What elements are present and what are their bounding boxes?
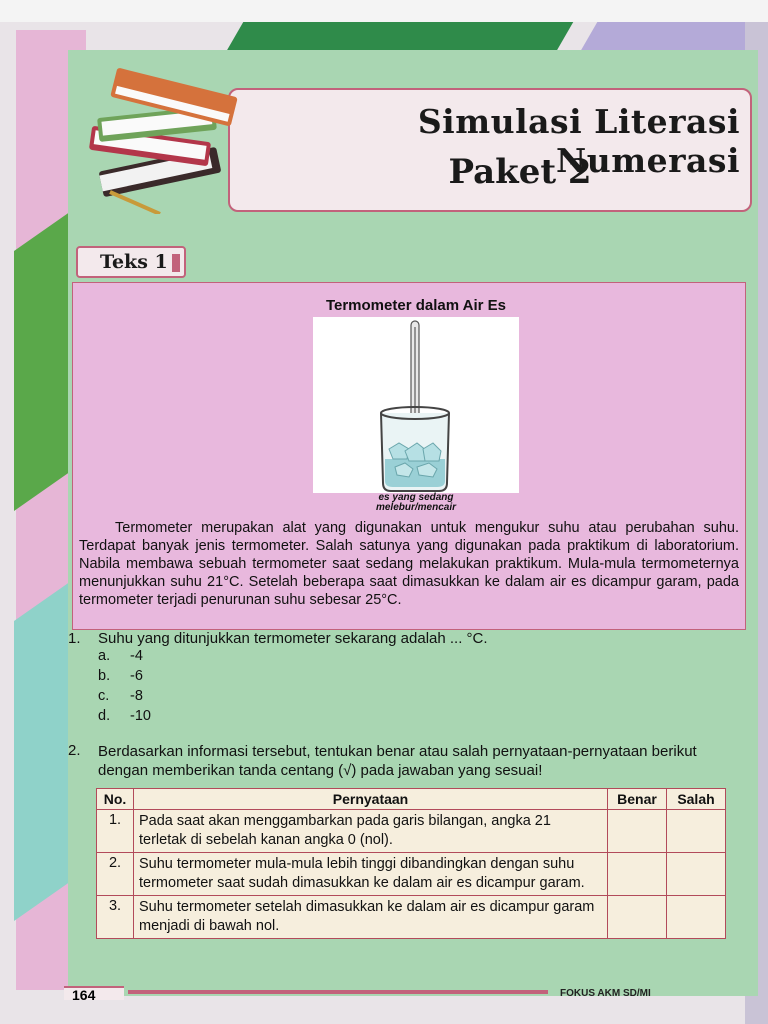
title-banner	[228, 88, 752, 212]
option-letter: b.	[98, 668, 111, 684]
table-header-row	[97, 789, 726, 810]
footer-rule	[128, 990, 548, 994]
figure-title: Termometer dalam Air Es	[325, 297, 507, 314]
false-checkbox-cell[interactable]	[667, 853, 726, 896]
reading-text-box	[72, 282, 746, 630]
option-letter: c.	[98, 688, 110, 704]
books-icon	[80, 64, 250, 214]
option-letter: a.	[98, 648, 111, 664]
table-row	[97, 810, 726, 853]
option-c[interactable]	[98, 688, 143, 704]
decor-band-teal	[14, 579, 74, 921]
option-letter: d.	[98, 708, 111, 724]
section-label	[76, 246, 186, 278]
option-value: -6	[130, 668, 143, 684]
header-statement: Pernyataan	[134, 789, 608, 810]
question-number: 2.	[68, 742, 81, 759]
page-subtitle: Paket 2	[448, 152, 592, 192]
decor-band-green	[14, 209, 74, 511]
option-b[interactable]	[98, 668, 143, 684]
false-checkbox-cell[interactable]	[667, 810, 726, 853]
row-statement: Pada saat akan menggambarkan pada garis bilangan, angka 21 terletak di sebelah kanan angka 0 (nol).	[134, 810, 608, 853]
row-number: 3.	[97, 896, 134, 939]
row-number: 2.	[97, 853, 134, 896]
page-number: 164	[64, 986, 124, 1000]
option-value: -10	[130, 708, 151, 724]
top-margin	[0, 0, 768, 22]
row-statement: Suhu termometer mula-mula lebih tinggi dibandingkan dengan suhu termometer saat sudah dimasukkan ke dalam air es dicampur garam.	[134, 853, 608, 896]
question-text: Berdasarkan informasi tersebut, tentukan benar atau salah pernyataan-pernyataan berikut dengan memberikan tanda centang (√) pada jawaban yang sesuai!	[98, 743, 697, 779]
header-false: Salah	[667, 789, 726, 810]
book-title: FOKUS AKM SD/MI	[560, 988, 651, 999]
section-label-text: Teks 1	[100, 251, 168, 273]
header-true: Benar	[608, 789, 667, 810]
worksheet-page	[68, 50, 758, 1003]
thermometer-in-beaker-icon	[313, 317, 519, 493]
page-title: Simulasi Literasi Numerasi	[417, 102, 740, 180]
true-checkbox-cell[interactable]	[608, 853, 667, 896]
row-number: 1.	[97, 810, 134, 853]
true-checkbox-cell[interactable]	[608, 896, 667, 939]
true-false-table	[96, 788, 726, 939]
header-no: No.	[97, 789, 134, 810]
option-value: -8	[130, 688, 143, 704]
false-checkbox-cell[interactable]	[667, 896, 726, 939]
question-number: 1.	[68, 630, 81, 647]
reading-paragraph-text: Termometer merupakan alat yang digunakan untuk mengukur suhu atau perubahan suhu. Terdapat banyak jenis termometer. Salah satunya yang digunakan pada praktikum di laboratorium. Nabila membawa sebuah termometer saat sedang melakukan praktikum. Mula-mula termometernya menunjukkan suhu 21°C. Setelah beberapa saat dimasukkan ke dalam air es dicampur garam, pada termometer terjadi penurunan suhu sebesar 25°C.	[79, 520, 739, 608]
thermometer-figure	[313, 317, 519, 513]
reading-paragraph	[79, 519, 739, 609]
true-checkbox-cell[interactable]	[608, 810, 667, 853]
option-d[interactable]	[98, 708, 151, 724]
figure-caption: es yang sedang melebur/mencair	[375, 492, 457, 513]
option-a[interactable]	[98, 648, 143, 664]
table-row	[97, 853, 726, 896]
label-tab-marker	[172, 254, 180, 272]
row-statement: Suhu termometer setelah dimasukkan ke dalam air es dicampur garam menjadi di bawah nol.	[134, 896, 608, 939]
question-text: Suhu yang ditunjukkan termometer sekarang adalah ... °C.	[98, 630, 488, 647]
option-value: -4	[130, 648, 143, 664]
table-row	[97, 896, 726, 939]
